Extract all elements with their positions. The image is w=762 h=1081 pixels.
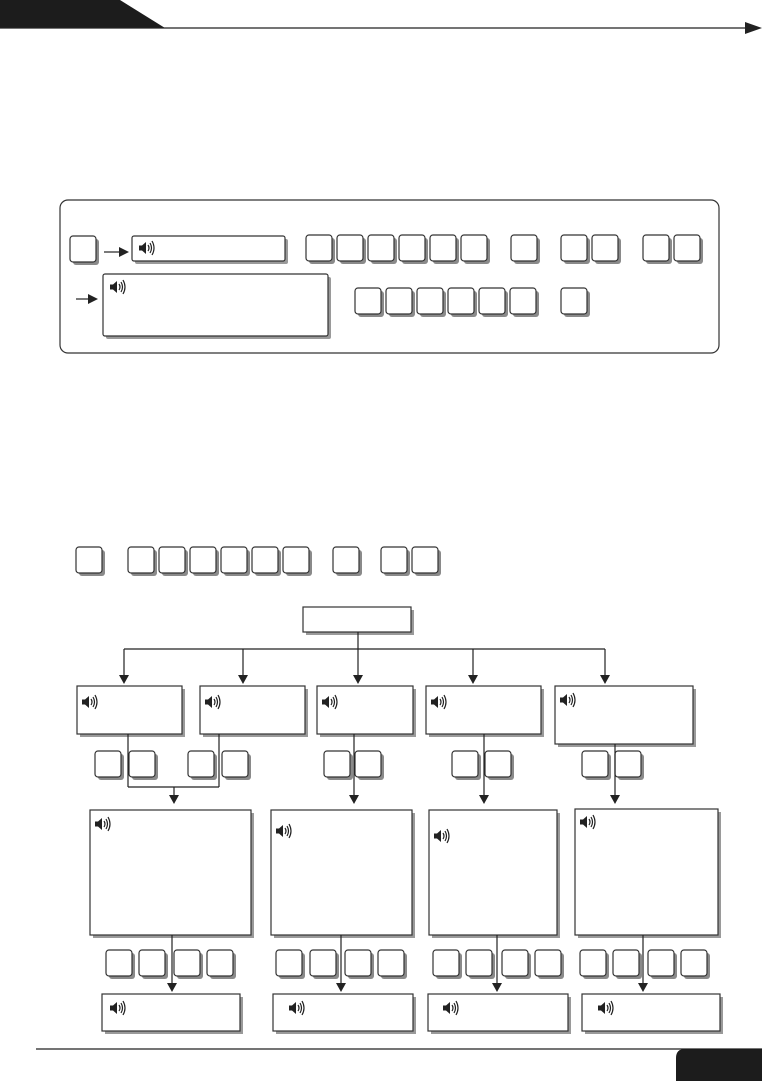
key (592, 235, 621, 264)
voice-prompt-box (575, 809, 721, 938)
key (76, 547, 105, 576)
arrow-down-icon (238, 649, 248, 684)
header-bar (0, 0, 762, 34)
key (613, 950, 642, 979)
key (448, 288, 477, 317)
key (430, 235, 459, 264)
key (355, 288, 384, 317)
key (188, 751, 217, 780)
key-group (580, 950, 710, 979)
voice-prompt-box (429, 810, 560, 938)
arrow-down-icon (353, 649, 363, 684)
key (561, 288, 590, 317)
key (674, 235, 703, 264)
key-group (433, 950, 564, 979)
voice-prompt-box (102, 994, 243, 1034)
key (561, 235, 590, 264)
voice-prompt-box (90, 810, 254, 938)
key (417, 288, 446, 317)
sequence-panel (60, 200, 719, 353)
key-group (128, 547, 312, 576)
key (128, 547, 157, 576)
key (95, 751, 124, 780)
key (333, 547, 362, 576)
voice-prompt-box (317, 686, 416, 737)
key (399, 235, 428, 264)
key-group (381, 547, 441, 576)
key (378, 950, 407, 979)
key (129, 751, 158, 780)
key (139, 950, 168, 979)
key (276, 950, 305, 979)
key (222, 751, 251, 780)
key (386, 288, 415, 317)
key (412, 547, 441, 576)
arrow-down-icon (119, 649, 129, 684)
key (485, 751, 514, 780)
key (502, 950, 531, 979)
voice-prompt-box (426, 686, 544, 737)
key (337, 235, 366, 264)
voice-prompt-box (273, 994, 416, 1034)
key (159, 547, 188, 576)
key (174, 950, 203, 979)
voice-prompt-box (555, 686, 696, 747)
key (190, 547, 219, 576)
key (324, 751, 353, 780)
key (582, 751, 611, 780)
key (535, 950, 564, 979)
key (479, 288, 508, 317)
key-group (106, 950, 236, 979)
key (433, 950, 462, 979)
key (452, 751, 481, 780)
key (252, 547, 281, 576)
voice-prompt-box (103, 274, 331, 339)
key (461, 235, 490, 264)
key (381, 547, 410, 576)
key (283, 547, 312, 576)
key (648, 950, 677, 979)
voice-prompt-box (200, 686, 308, 737)
menu-tree (77, 607, 723, 1034)
key (345, 950, 374, 979)
arrow-down-icon (468, 649, 478, 684)
key (643, 235, 672, 264)
voice-prompt-box (271, 810, 415, 938)
arrow-down-icon (169, 787, 179, 804)
voice-prompt-box (428, 994, 571, 1034)
header-arrow-icon (745, 22, 762, 34)
root-node (303, 607, 414, 635)
menu-key-sequence (76, 547, 441, 576)
key (310, 950, 339, 979)
key (70, 236, 99, 265)
key (106, 950, 135, 979)
key (207, 950, 236, 979)
voice-prompt-box (132, 236, 288, 264)
key (355, 751, 384, 780)
header-tab (0, 0, 165, 28)
key (510, 288, 539, 317)
key (221, 547, 250, 576)
voice-prompt-box (582, 994, 723, 1034)
key (580, 950, 609, 979)
key (681, 950, 710, 979)
key (615, 751, 644, 780)
key (306, 235, 335, 264)
key (511, 235, 540, 264)
key (368, 235, 397, 264)
page-number-tab (676, 1049, 762, 1081)
arrow-down-icon (600, 649, 610, 684)
footer-bar (36, 1049, 762, 1081)
key (466, 950, 495, 979)
voice-prompt-box (77, 686, 185, 737)
